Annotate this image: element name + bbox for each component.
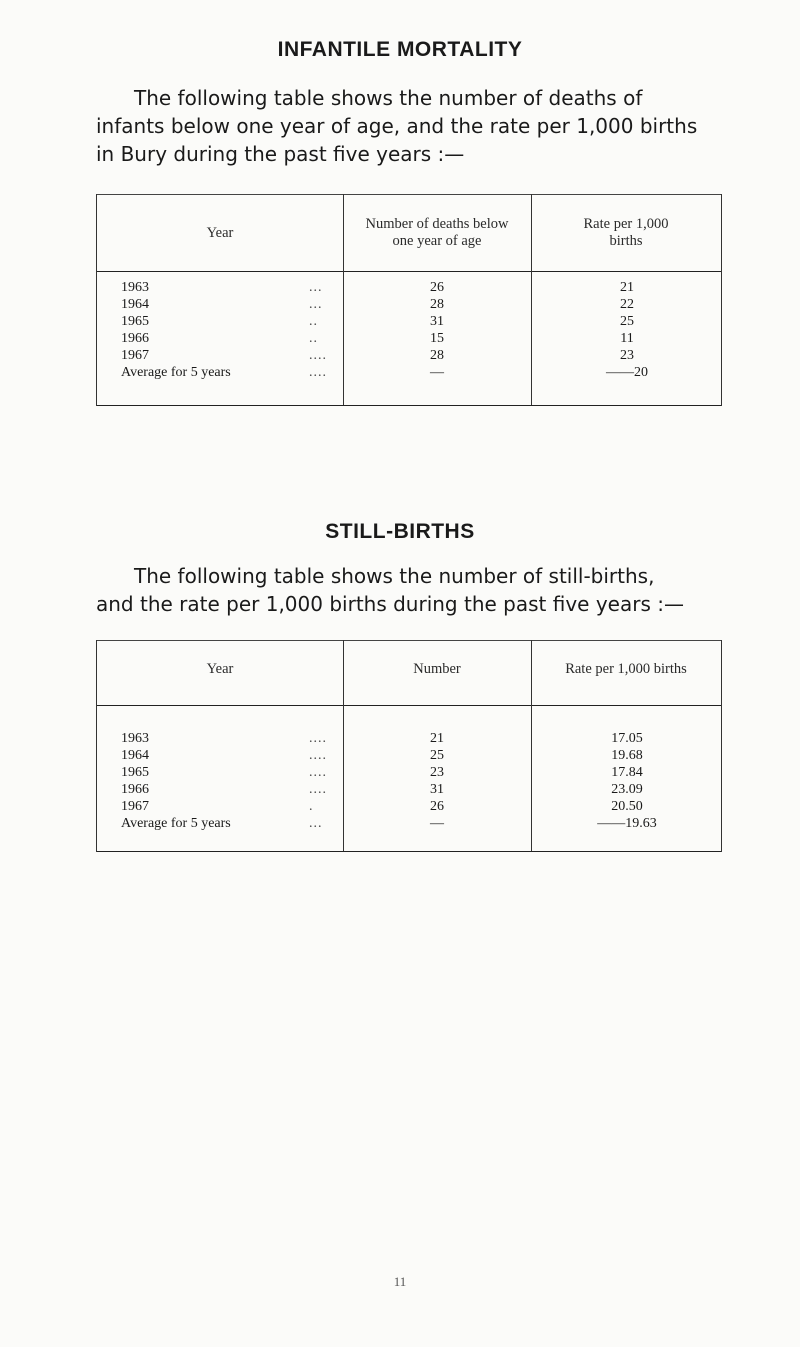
- intro-line: and the rate per 1,000 births during the past five years :—: [96, 592, 684, 616]
- cell-rate: 11: [620, 331, 634, 346]
- table-row: [97, 799, 721, 815]
- table-row-average: [97, 816, 721, 832]
- infant-mortality-heading: INFANTILE MORTALITY: [277, 38, 523, 61]
- cell-number: 28: [430, 297, 444, 312]
- table-row-average: [97, 365, 721, 381]
- cell-rate: 17.05: [611, 731, 643, 746]
- cell-number: 21: [430, 731, 444, 746]
- intro-line: The following table shows the number of deaths of: [134, 86, 643, 110]
- still-births-table: [96, 640, 722, 852]
- table-row: [97, 314, 721, 330]
- header-year: Year: [206, 224, 234, 241]
- cell-rate: 21: [620, 280, 634, 295]
- infant-mortality-intro: [96, 84, 736, 168]
- cell-rate: 25: [620, 314, 634, 329]
- table-row: [97, 782, 721, 798]
- cell-rate: 20.50: [611, 799, 643, 814]
- cell-year: 1966: [121, 782, 149, 797]
- cell-leader-dots: ..: [309, 314, 318, 329]
- cell-leader-dots: ...: [309, 297, 323, 312]
- cell-year: 1967: [121, 348, 149, 363]
- cell-rate: 22: [620, 297, 634, 312]
- cell-leader-dots: .: [309, 799, 314, 814]
- cell-rate: 23.09: [611, 782, 643, 797]
- cell-year: 1966: [121, 331, 149, 346]
- cell-number: 15: [430, 331, 444, 346]
- table-row: [97, 280, 721, 296]
- cell-year: 1963: [121, 280, 149, 295]
- still-births-heading: STILL-BIRTHS: [325, 520, 475, 543]
- cell-year: Average for 5 years: [121, 365, 231, 380]
- cell-leader-dots: ...: [309, 816, 323, 831]
- cell-leader-dots: ..: [309, 331, 318, 346]
- cell-year: 1967: [121, 799, 149, 814]
- cell-number: 31: [430, 782, 444, 797]
- header-number: Number: [413, 660, 461, 677]
- cell-number: 25: [430, 748, 444, 763]
- infant-mortality-table: [96, 194, 722, 406]
- intro-line: The following table shows the number of still-births,: [134, 564, 655, 588]
- table-row: [97, 765, 721, 781]
- intro-line: in Bury during the past five years :—: [96, 142, 465, 166]
- still-births-intro: [96, 562, 736, 618]
- cell-leader-dots: ....: [309, 782, 327, 797]
- table-bottom-rule: [97, 405, 721, 406]
- table-row: [97, 331, 721, 347]
- page-number: 11: [393, 1274, 407, 1289]
- cell-year: 1964: [121, 297, 149, 312]
- cell-number: 26: [430, 280, 444, 295]
- cell-year: 1963: [121, 731, 149, 746]
- cell-year: 1965: [121, 765, 149, 780]
- cell-number: —: [430, 365, 444, 380]
- cell-year: Average for 5 years: [121, 816, 231, 831]
- table-row: [97, 748, 721, 764]
- cell-leader-dots: ....: [309, 748, 327, 763]
- cell-leader-dots: ...: [309, 280, 323, 295]
- cell-leader-dots: ....: [309, 348, 327, 363]
- cell-number: 23: [430, 765, 444, 780]
- table-header: [97, 194, 721, 272]
- cell-leader-dots: ....: [309, 731, 327, 746]
- cell-rate: ——19.63: [597, 816, 657, 831]
- cell-year: 1964: [121, 748, 149, 763]
- header-rate: Rate per 1,000 births: [565, 660, 687, 677]
- table-row: [97, 348, 721, 364]
- table-row: [97, 297, 721, 313]
- table-bottom-rule: [97, 851, 721, 852]
- cell-number: 28: [430, 348, 444, 363]
- cell-leader-dots: ....: [309, 765, 327, 780]
- cell-number: 26: [430, 799, 444, 814]
- cell-number: —: [430, 816, 444, 831]
- cell-number: 31: [430, 314, 444, 329]
- header-year: Year: [206, 660, 234, 677]
- cell-year: 1965: [121, 314, 149, 329]
- cell-rate: 23: [620, 348, 634, 363]
- cell-rate: ——20: [606, 365, 648, 380]
- cell-rate: 19.68: [611, 748, 643, 763]
- intro-line: infants below one year of age, and the rate per 1,000 births: [96, 114, 698, 138]
- cell-rate: 17.84: [611, 765, 643, 780]
- table-row: [97, 731, 721, 747]
- header-rate: Rate per 1,000 births: [583, 216, 669, 249]
- cell-leader-dots: ....: [309, 365, 327, 380]
- header-number-of-deaths: Number of deaths below one year of age: [365, 216, 509, 249]
- table-header: [97, 640, 721, 706]
